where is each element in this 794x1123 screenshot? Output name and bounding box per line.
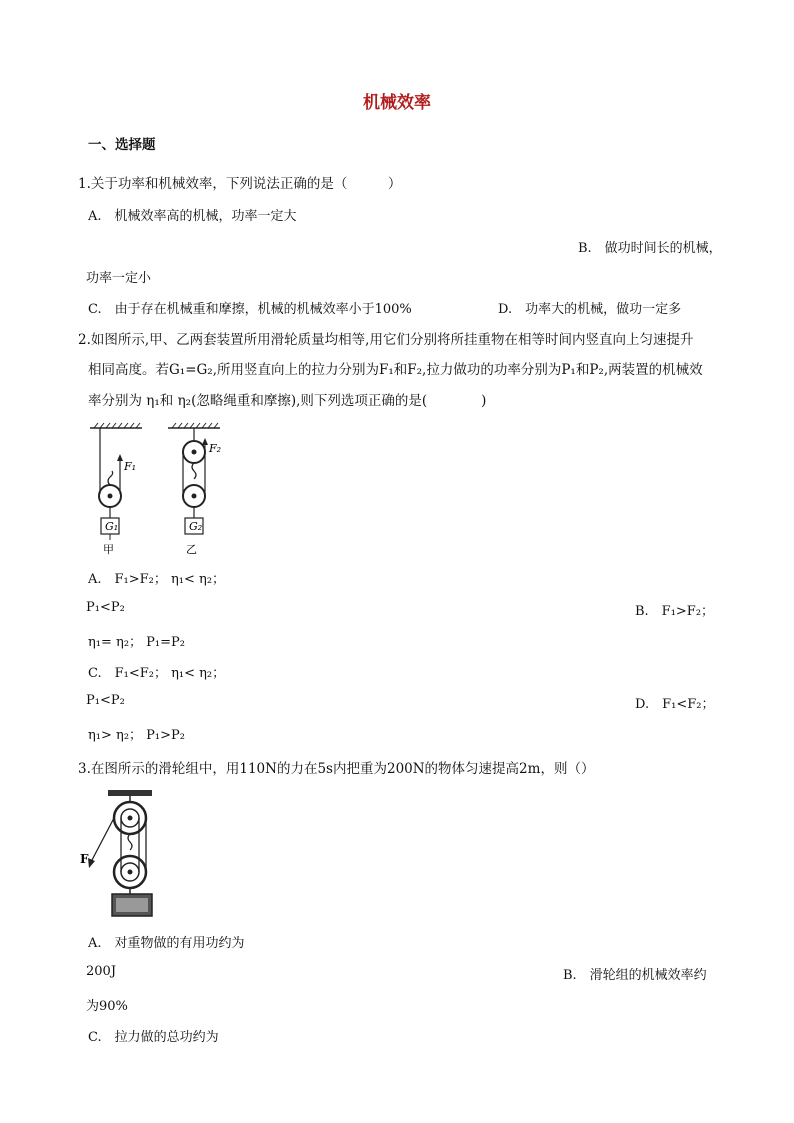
q3-option-b: B. 滑轮组的机械效率约: [563, 968, 707, 983]
q2-pulley-figure: [86, 420, 236, 560]
q2-option-d-cont: η₁> η₂； P₁>P₂: [88, 728, 185, 743]
q3-option-a-cont: 200J: [86, 964, 117, 979]
q2-option-a: A. F₁>F₂； η₁< η₂；: [88, 572, 226, 587]
q1-option-a: A. 机械效率高的机械，功率一定大: [88, 209, 297, 224]
q1-stem: 1.关于功率和机械效率，下列说法正确的是（ ）: [78, 176, 402, 192]
yi-label: 乙: [186, 543, 197, 556]
q1-option-b: B. 做功时间长的机械，: [578, 241, 722, 256]
q3-pulley-figure: [78, 788, 168, 923]
q2-option-b: B. F₁>F₂；: [635, 604, 715, 619]
q2-stem-line3: 率分别为 η₁和 η₂(忽略绳重和摩擦),则下列选项正确的是( ): [88, 393, 487, 409]
page-title: 机械效率: [363, 93, 431, 113]
q1-option-b-cont: 功率一定小: [86, 271, 152, 286]
q2-stem-line1: 2.如图所示,甲、乙两套装置所用滑轮质量均相等,用它们分别将所挂重物在相等时间内竖直向上匀速提升: [78, 332, 694, 348]
f1-label: F₁: [124, 460, 137, 473]
force-f-label: F: [80, 852, 89, 866]
q1-option-c: C. 由于存在机械重和摩擦，机械的机械效率小于100%: [88, 302, 412, 317]
g2-label: G₂: [189, 520, 203, 533]
section-heading: 一、选择题: [88, 137, 156, 153]
q2-stem-line2: 相同高度。若G₁=G₂,所用竖直向上的拉力分别为F₁和F₂,拉力做功的功率分别为P₁和P₂,两装置的机械效: [88, 362, 703, 378]
q2-option-c-cont: P₁<P₂: [86, 693, 125, 708]
q3-option-b-cont: 为90%: [86, 999, 128, 1014]
q2-option-a-cont: P₁<P₂: [86, 600, 125, 615]
q2-option-c: C. F₁<F₂； η₁< η₂；: [88, 666, 226, 681]
g1-label: G₁: [105, 520, 119, 533]
q1-option-d: D. 功率大的机械，做功一定多: [498, 302, 682, 317]
q3-option-a: A. 对重物做的有用功约为: [88, 936, 245, 951]
q2-option-d: D. F₁<F₂；: [635, 697, 715, 712]
q3-stem: 3.在图所示的滑轮组中，用110N的力在5s内把重为200N的物体匀速提高2m，则（）: [78, 761, 595, 777]
q3-option-c: C. 拉力做的总功约为: [88, 1030, 219, 1045]
q2-option-b-cont: η₁= η₂； P₁=P₂: [88, 635, 185, 650]
jia-label: 甲: [103, 543, 114, 556]
f2-label: F₂: [209, 442, 222, 455]
